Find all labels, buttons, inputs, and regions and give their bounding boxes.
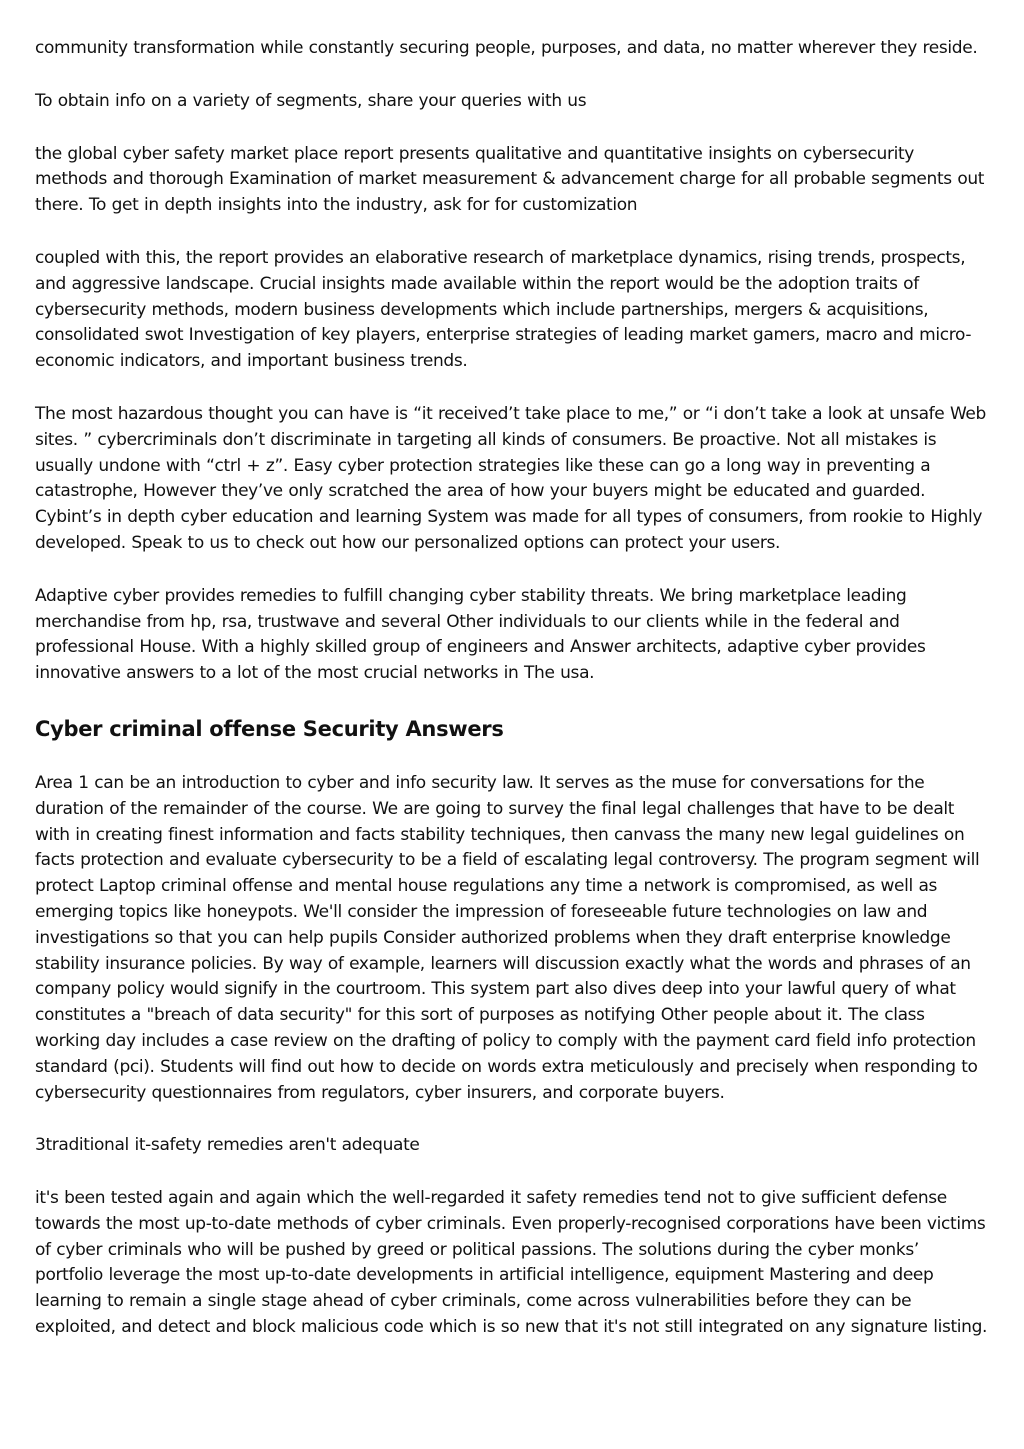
- paragraph-community-transformation: community transformation while constantly securing people, purposes, and data, no matter wherever they reside.: [35, 38, 978, 58]
- paragraph-market-report: the global cyber safety market place report presents qualitative and quantitative insights on cybersecurity methods and thorough Examination of market measurement & advancement charge for all probable segments out there. To get in depth insights into the industry, ask for for customization: [35, 143, 985, 216]
- paragraph-tested-again: it's been tested again and again which the well-regarded it safety remedies tend not to give sufficient defense towards the most up-to-date methods of cyber criminals. Even properly-recognised corporations have been victims of cyber criminals who will be pushed by greed or political passions. The solutions during the cyber monks’ portfolio leverage the most up-to-date developments in artificial intelligence, equipment Mastering and deep learning to remain a single stage ahead of cyber criminals, come across vulnerabilities before they can be exploited, and detect and block malicious code which is so new that it's not still integrated on any signature listing.: [35, 1188, 988, 1338]
- paragraph-adaptive-cyber: Adaptive cyber provides remedies to fulfill changing cyber stability threats. We bring marketplace leading merchandise from hp, rsa, trustwave and several Other individuals to our clients while in the federal and professional House. With a highly skilled group of engineers and Answer architects, adaptive cyber provides innovative answers to a lot of the most crucial networks in The usa.: [35, 585, 926, 684]
- paragraph-share-queries: To obtain info on a variety of segments, share your queries with us: [35, 90, 587, 111]
- paragraph-hazardous-thought: The most hazardous thought you can have is “it received’t take place to me,” or “i don’t take a look at unsafe Web sites. ” cybercriminals don’t discriminate in targeting all kinds of consumers. Be proactive. Not all mistakes is usually undone with “ctrl + z”. Easy cyber protection strategies like these can go a long way in preventing a catastrophe, However they’ve only scratched the area of how your buyers might be educated and guarded. Cybint’s in depth cyber education and learning System was made for all types of consumers, from rookie to Highly developed. Speak to us to check out how our personalized options can protect your users.: [35, 403, 986, 553]
- paragraph-market-dynamics: coupled with this, the report provides an elaborative research of marketplace dynamics, rising trends, prospects, and aggressive landscape. Crucial insights made available within the report would be the adoption traits of cybersecurity methods, modern business developments which include partnerships, mergers & acquisitions, consolidated swot Investigation of key players, enterprise strategies of leading market gamers, macro and micro-economic indicators, and important business trends.: [35, 247, 972, 372]
- section-heading: Cyber criminal offense Security Answers: [35, 716, 504, 741]
- paragraph-area-1: Area 1 can be an introduction to cyber and info security law. It serves as the muse for conversations for the duration of the remainder of the course. We are going to survey the final legal challenges that have to be dealt with in creating finest information and facts stability techniques, then canvass the many new legal guidelines on facts protection and evaluate cybersecurity to be a field of escalating legal controversy. The program segment will protect Laptop criminal offense and mental house regulations any time a network is compromised, as well as emerging topics like honeypots. We'll consider the impression of foreseeable future technologies on law and investigations so that you can help pupils Consider authorized problems when they draft enterprise knowledge stability insurance policies. By way of example, learners will discussion exactly what the words and phrases of an company policy would signify in the courtroom. This system part also dives deep into your lawful query of what constitutes a "breach of data security" for this sort of purposes as notifying Other people about it. The class working day includes a case review on the drafting of policy to comply with the payment card field info protection standard (pci). Students will find out how to decide on words extra meticulously and precisely when responding to cybersecurity questionnaires from regulators, cyber insurers, and corporate buyers.: [35, 772, 980, 1103]
- paragraph-traditional-it-safety: 3traditional it-safety remedies aren't adequate: [35, 1135, 420, 1156]
